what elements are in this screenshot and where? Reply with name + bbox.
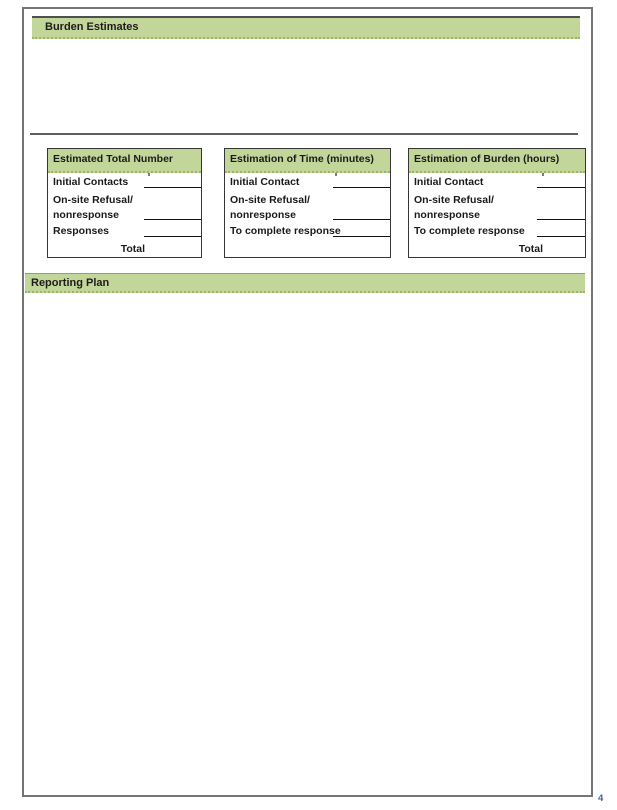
- field-label-initial-contact: Initial Contact: [414, 176, 484, 188]
- estimate-box-header: [48, 149, 201, 173]
- estimate-box-body: [225, 173, 390, 257]
- section-bar-burden-estimates: [32, 16, 580, 39]
- cell-border-tick: [148, 173, 150, 176]
- fill-in-blank-to-complete-response[interactable]: [537, 236, 585, 237]
- fill-in-blank-nonresponse[interactable]: [333, 219, 390, 220]
- section-title-reporting-plan: Reporting Plan: [31, 277, 110, 289]
- section-title-burden-estimates: Burden Estimates: [45, 21, 139, 33]
- estimate-box-body: [48, 173, 201, 257]
- estimate-box-time-minutes: [224, 148, 391, 258]
- cell-border-tick: [542, 173, 544, 176]
- field-label-nonresponse: nonresponse: [414, 209, 480, 221]
- field-label-to-complete-response: To complete response: [414, 225, 525, 237]
- estimate-box-burden-hours: [408, 148, 586, 258]
- section-bar-reporting-plan: [25, 273, 585, 293]
- estimate-box-header: [225, 149, 390, 173]
- field-label-nonresponse: nonresponse: [53, 209, 119, 221]
- fill-in-blank-initial-contact[interactable]: [333, 187, 390, 188]
- estimate-box-body: [409, 173, 585, 257]
- field-label-responses: Responses: [53, 225, 110, 237]
- fill-in-blank-initial-contact[interactable]: [537, 187, 585, 188]
- total-label: Total: [120, 243, 145, 255]
- field-label-to-complete-response: To complete response: [230, 225, 341, 237]
- total-label: Total: [518, 243, 543, 255]
- fill-in-blank-nonresponse[interactable]: [537, 219, 585, 220]
- estimate-box-title: Estimation of Burden (hours): [414, 153, 560, 165]
- field-label-initial-contact: Initial Contact: [230, 176, 300, 188]
- estimate-box-title: Estimated Total Number: [53, 153, 173, 165]
- field-label-onsite-refusal: On-site Refusal/: [230, 194, 310, 206]
- divider-line: [30, 133, 578, 135]
- estimate-box-header: [409, 149, 585, 173]
- fill-in-blank-to-complete-response[interactable]: [333, 236, 390, 237]
- estimate-box-title: Estimation of Time (minutes): [230, 153, 374, 165]
- field-label-nonresponse: nonresponse: [230, 209, 296, 221]
- estimate-box-total-number: [47, 148, 202, 258]
- page-border: [22, 7, 593, 797]
- field-label-initial-contacts: Initial Contacts: [53, 176, 129, 188]
- fill-in-blank-nonresponse[interactable]: [144, 219, 201, 220]
- cell-border-tick: [335, 173, 337, 176]
- field-label-onsite-refusal: On-site Refusal/: [53, 194, 133, 206]
- field-label-onsite-refusal: On-site Refusal/: [414, 194, 494, 206]
- fill-in-blank-responses[interactable]: [144, 236, 201, 237]
- page-number: 4: [598, 793, 604, 804]
- fill-in-blank-initial-contacts[interactable]: [144, 187, 201, 188]
